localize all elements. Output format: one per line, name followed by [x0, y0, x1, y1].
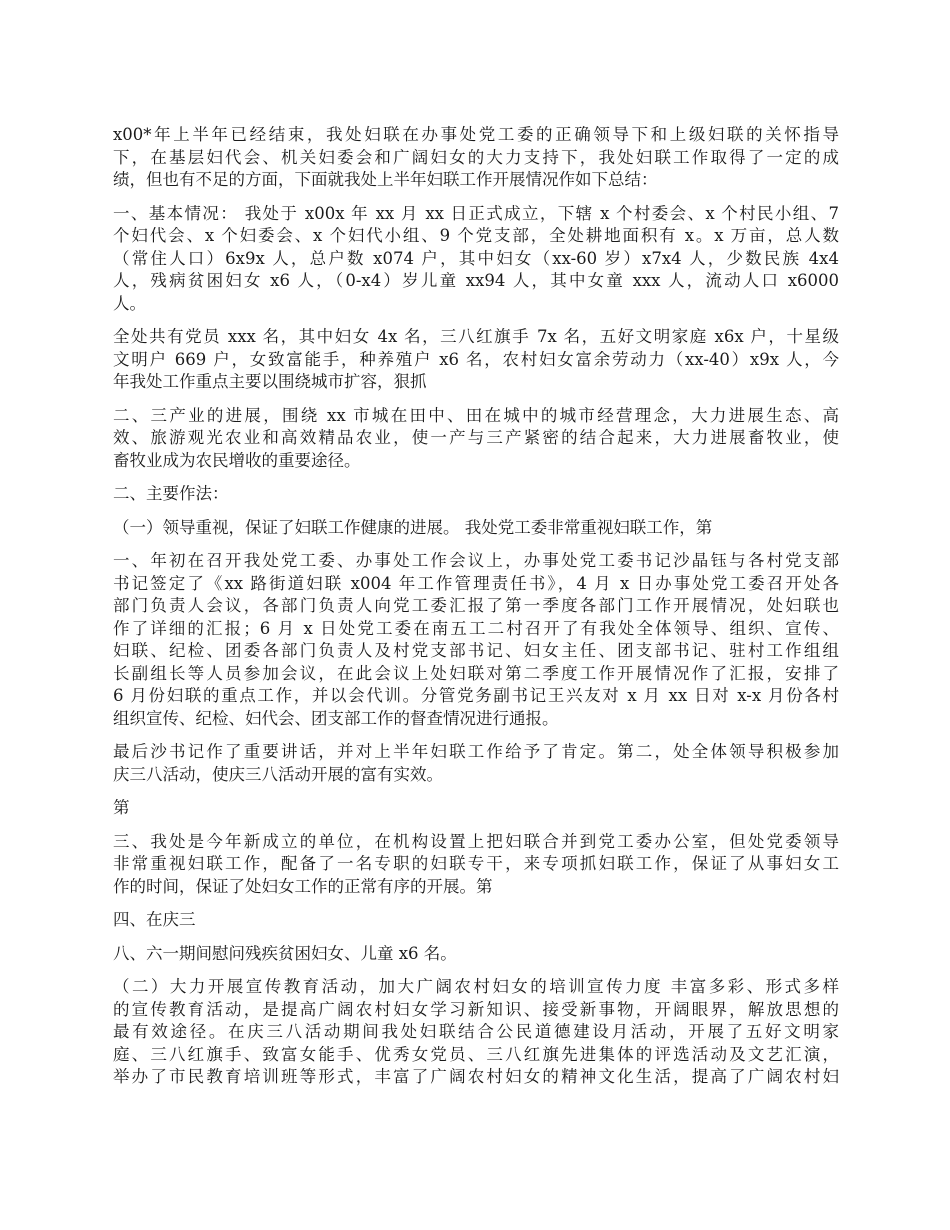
text-line: 最有效途径。在庆三八活动期间我处妇联结合公民道德建设月活动，开展了五好文明家 [113, 1022, 839, 1041]
paragraph [113, 203, 839, 316]
text-line: 长副组长等人员参加会议，在此会议上处妇联对第二季度工作开展情况作了汇报，安排了 [113, 663, 839, 683]
paragraph [113, 797, 839, 820]
text-line: 第 [113, 798, 130, 817]
text-line: 作了详细的汇报；6 月 x 日处党工委在南五工二村召开了有我处全体领导、组织、宣传、 [113, 618, 839, 638]
paragraph [113, 124, 839, 192]
paragraph [113, 909, 839, 932]
text-line: 庭、三八红旗手、致富女能手、优秀女党员、三八红旗先进集体的评选活动及文艺汇演， [113, 1044, 839, 1064]
document-body [113, 124, 839, 1100]
text-line: 的宣传教育活动，是提高广阔农村妇女学习新知识、接受新事物，开阔眼界，解放思想的 [113, 999, 839, 1019]
text-line: 人，残病贫困妇女 x6 人，（0-x4）岁儿童 xx94 人，其中女童 xxx 人，流动人口 x6000 [113, 271, 839, 290]
text-line: （常住人口）6x9x 人，总户数 x074 户，其中妇女（xx-60 岁）x7x4 人，少数民族 4x4 [113, 248, 839, 268]
text-line: 二、三产业的进展，围绕 xx 市城在田中、田在城中的城市经营理念，大力进展生态、高 [113, 405, 839, 425]
text-line: x00*年上半年已经结束，我处妇联在办事处党工委的正确领导下和上级妇联的关怀指导 [113, 125, 839, 144]
paragraph [113, 517, 839, 540]
text-line: 部门负责人会议，各部门负责人向党工委汇报了第一季度各部门工作开展情况，处妇联也 [113, 596, 839, 615]
text-line: 非常重视妇联工作，配备了一名专职的妇联专干，来专项抓妇联工作，保证了从事妇女工 [113, 854, 839, 873]
text-line: （一）领导重视，保证了妇联工作健康的进展。 我处党工委非常重视妇联工作，第 [113, 517, 713, 537]
text-line: 举办了市民教育培训班等形式，丰富了广阔农村妇女的精神文化生活，提高了广阔农村妇 [113, 1067, 839, 1086]
text-line: 书记签定了《xx 路街道妇联 x004 年工作管理责任书》，4 月 x 日办事处党工委召开处各 [113, 573, 839, 593]
text-line: 作的时间，保证了处妇女工作的正常有序的开展。第 [113, 876, 493, 896]
paragraph [113, 550, 839, 730]
paragraph [113, 741, 839, 786]
text-line: 全处共有党员 xxx 名，其中妇女 4x 名，三八红旗手 7x 名，五好文明家庭 x6x 户，十星级 [113, 327, 839, 346]
text-line: 二、主要作法： [113, 484, 229, 503]
text-line: 一、基本情况： 我处于 x00x 年 xx 月 xx 日正式成立，下辖 x 个村委会、x 个村民小组、7 [113, 203, 839, 223]
text-line: 四、在庆三 [113, 910, 196, 929]
text-line: 年我处工作重点主要以围绕城市扩容，狠抓 [113, 372, 427, 391]
paragraph [113, 831, 839, 899]
text-line: 妇联、纪检、团委各部门负责人及村党支部书记、妇女主任、团支部书记、驻村工作组组 [113, 641, 839, 660]
text-line: 效、旅游观光农业和高效精品农业，使一产与三产紧密的结合起来，大力进展畜牧业，使 [113, 428, 839, 447]
text-line: 6 月份妇联的重点工作，并以会代训。分管党务副书记王兴友对 x 月 xx 日对 x-x 月份各村 [113, 686, 839, 705]
paragraph [113, 943, 839, 966]
text-line: 组织宣传、纪检、妇代会、团支部工作的督查情况进行通报。 [113, 708, 559, 728]
paragraph [113, 405, 839, 473]
text-line: 最后沙书记作了重要讲话，并对上半年妇联工作给予了肯定。第二，处全体领导积极参加 [113, 742, 839, 761]
paragraph [113, 483, 839, 506]
paragraph [113, 976, 839, 1089]
text-line: 畜牧业成为农民增收的重要途径。 [113, 450, 361, 470]
text-line: 三、我处是今年新成立的单位，在机构设置上把妇联合并到党工委办公室，但处党委领导 [113, 831, 839, 851]
text-line: 文明户 669 户，女致富能手，种养殖户 x6 名，农村妇女富余劳动力（xx-40）x9x 人，今 [113, 349, 839, 369]
text-line: 个妇代会、x 个妇委会、x 个妇代小组、9 个党支部，全处耕地面积有 x。x 万亩，总人数 [113, 226, 839, 245]
text-line: （二）大力开展宣传教育活动，加大广阔农村妇女的培训宣传力度 丰富多彩、形式多样 [113, 977, 839, 996]
text-line: 人。 [113, 293, 146, 313]
paragraph [113, 326, 839, 394]
text-line: 绩，但也有不足的方面，下面就我处上半年妇联工作开展情况作如下总结： [113, 170, 658, 189]
text-line: 一、年初在召开我处党工委、办事处工作会议上，办事处党工委书记沙晶钰与各村党支部 [113, 551, 839, 570]
text-line: 下，在基层妇代会、机关妇委会和广阔妇女的大力支持下，我处妇联工作取得了一定的成 [113, 147, 839, 167]
text-line: 八、六一期间慰问残疾贫困妇女、儿童 x6 名。 [113, 943, 457, 963]
text-line: 庆三八活动，使庆三八活动开展的富有实效。 [113, 764, 443, 784]
